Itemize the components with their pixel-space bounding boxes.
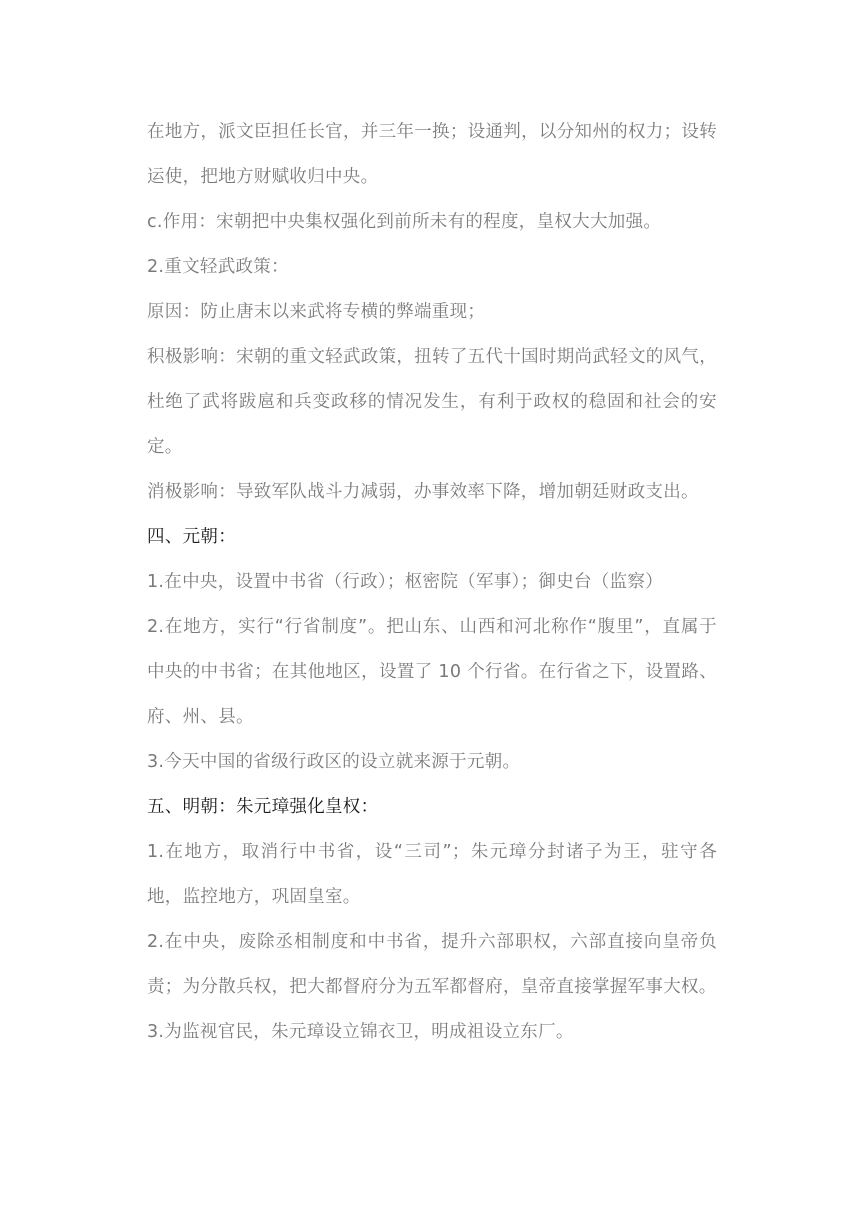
paragraph-yuan-provinces: 2.在地方，实行“行省制度”。把山东、山西和河北称作“腹里”，直属于中央的中书省；在其他地区，设置了 10 个行省。在行省之下，设置路、府、州、县。 [147, 617, 717, 727]
paragraph-ming-local: 1.在地方，取消行中书省，设“三司”；朱元璋分封诸子为王，驻守各地，监控地方，巩固皇室。 [147, 842, 717, 907]
paragraph-civil-over-military: 2.重文轻武政策： [147, 257, 289, 277]
paragraph-local-officials: 在地方，派文臣担任长官，并三年一换；设通判，以分知州的权力；设转运使，把地方财赋收归中央。 [147, 122, 717, 187]
paragraph-ming-central: 2.在中央，废除丞相制度和中书省，提升六部职权，六部直接向皇帝负责；为分散兵权，把大都督府分为五军都督府，皇帝直接掌握军事大权。 [147, 932, 717, 997]
section-heading-yuan: 四、元朝： [147, 527, 236, 547]
paragraph-ming-surveillance: 3.为监视官民，朱元璋设立锦衣卫，明成祖设立东厂。 [147, 1022, 574, 1042]
paragraph-song-effect: c.作用：宋朝把中央集权强化到前所未有的程度，皇权大大加强。 [147, 212, 662, 232]
paragraph-reason: 原因：防止唐末以来武将专横的弊端重现； [147, 302, 486, 322]
section-heading-ming: 五、明朝：朱元璋强化皇权： [147, 797, 379, 817]
paragraph-yuan-legacy: 3.今天中国的省级行政区的设立就来源于元朝。 [147, 752, 521, 772]
document-page [147, 110, 717, 1055]
paragraph-positive-impact: 积极影响：宋朝的重文轻武政策，扭转了五代十国时期尚武轻文的风气，杜绝了武将跋扈和兵变政移的情况发生，有利于政权的稳固和社会的安定。 [147, 347, 717, 457]
paragraph-yuan-central: 1.在中央，设置中书省（行政）；枢密院（军事）；御史台（监察） [147, 572, 663, 592]
paragraph-negative-impact: 消极影响：导致军队战斗力减弱，办事效率下降，增加朝廷财政支出。 [147, 482, 699, 502]
